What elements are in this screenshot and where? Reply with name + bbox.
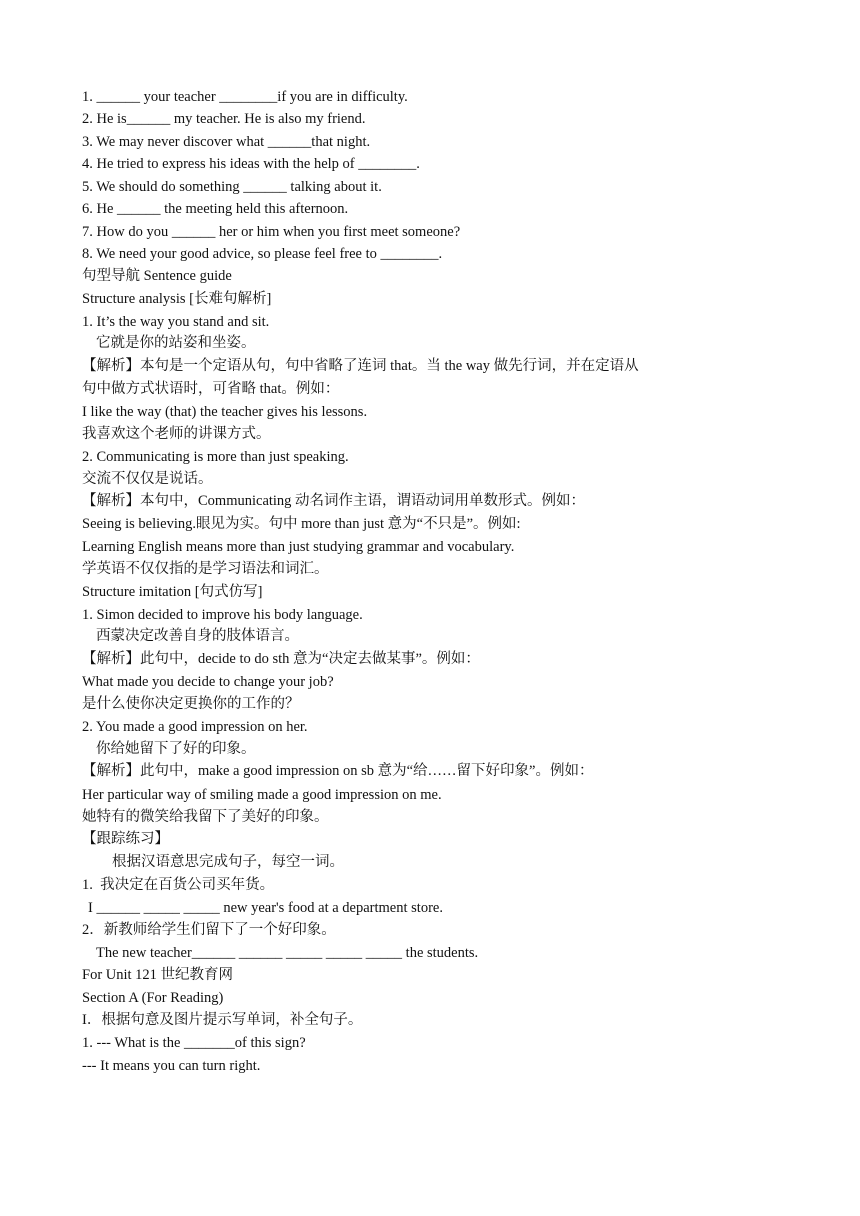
exercise-item: --- It means you can turn right. <box>82 1058 261 1074</box>
example-sentence: 1. It’s the way you stand and sit. <box>82 314 270 330</box>
practice-answer-line: I ______ _____ _____ new year's food at a department store. <box>88 900 443 916</box>
translation-line: 学英语不仅仅指的是学习语法和词汇。 <box>82 561 329 577</box>
subsection-heading: Structure analysis [长难句解析] <box>82 291 272 307</box>
translation-line: 西蒙决定改善自身的肢体语言。 <box>96 628 299 644</box>
example-sentence: Learning English means more than just studying grammar and vocabulary. <box>82 539 515 555</box>
translation-line: 我喜欢这个老师的讲课方式。 <box>82 426 271 442</box>
analysis-line: 【解析】此句中，make a good impression on sb 意为“给……留下好印象”。例如： <box>82 763 594 779</box>
unit-heading: For Unit 121 世纪教育网 <box>82 967 234 983</box>
exercise-instruction: I．根据句意及图片提示写单词，补全句子。 <box>82 1012 363 1028</box>
practice-heading: 【跟踪练习】 <box>82 831 169 847</box>
exercise-line-1: 1. ______ your teacher ________if you are in difficulty. <box>82 89 408 105</box>
exercise-line-7: 7. How do you ______ her or him when you first meet someone? <box>82 224 461 240</box>
translation-line: 你给她留下了好的印象。 <box>96 741 256 757</box>
example-sentence: 2. Communicating is more than just speaking. <box>82 449 349 465</box>
translation-line: 是什么使你决定更换你的工作的？ <box>82 696 300 712</box>
example-sentence: What made you decide to change your job? <box>82 674 334 690</box>
example-sentence: 1. Simon decided to improve his body language. <box>82 607 363 623</box>
translation-line: 交流不仅仅是说话。 <box>82 471 213 487</box>
example-sentence: Her particular way of smiling made a good impression on me. <box>82 787 442 803</box>
exercise-line-8: 8. We need your good advice, so please feel free to ________. <box>82 246 443 262</box>
analysis-line: 【解析】此句中，decide to do sth 意为“决定去做某事”。例如： <box>82 651 480 667</box>
section-heading: 句型导航 Sentence guide <box>82 268 232 284</box>
subsection-heading: Structure imitation [句式仿写] <box>82 584 263 600</box>
exercise-line-2: 2. He is______ my teacher. He is also my friend. <box>82 111 366 127</box>
exercise-line-5: 5. We should do something ______ talking about it. <box>82 179 382 195</box>
practice-item: 2．新教师给学生们留下了一个好印象。 <box>82 922 336 938</box>
exercise-line-4: 4. He tried to express his ideas with the help of ________. <box>82 156 420 172</box>
exercise-item: 1. --- What is the _______of this sign? <box>82 1035 306 1051</box>
example-sentence: Seeing is believing.眼见为实。句中 more than just 意为“不只是”。例如: <box>82 516 521 532</box>
exercise-line-3: 3. We may never discover what ______that night. <box>82 134 371 150</box>
translation-line: 她特有的微笑给我留下了美好的印象。 <box>82 809 329 825</box>
practice-item: 1. 我决定在百货公司买年货。 <box>82 877 275 893</box>
analysis-line: 句中做方式状语时，可省略 that。例如： <box>82 381 340 397</box>
practice-instruction: 根据汉语意思完成句子，每空一词。 <box>112 854 344 870</box>
translation-line: 它就是你的站姿和坐姿。 <box>96 335 256 351</box>
example-sentence: 2. You made a good impression on her. <box>82 719 308 735</box>
practice-answer-line: The new teacher______ ______ _____ _____ _____ the students. <box>96 945 479 961</box>
analysis-line: 【解析】本句是一个定语从句，句中省略了连词 that。当 the way 做先行词，并在定语从 <box>82 358 639 374</box>
example-sentence: I like the way (that) the teacher gives his lessons. <box>82 404 368 420</box>
exercise-line-6: 6. He ______ the meeting held this afternoon. <box>82 201 349 217</box>
analysis-line: 【解析】本句中，Communicating 动名词作主语，谓语动词用单数形式。例如： <box>82 493 586 509</box>
section-heading: Section A (For Reading) <box>82 990 224 1006</box>
